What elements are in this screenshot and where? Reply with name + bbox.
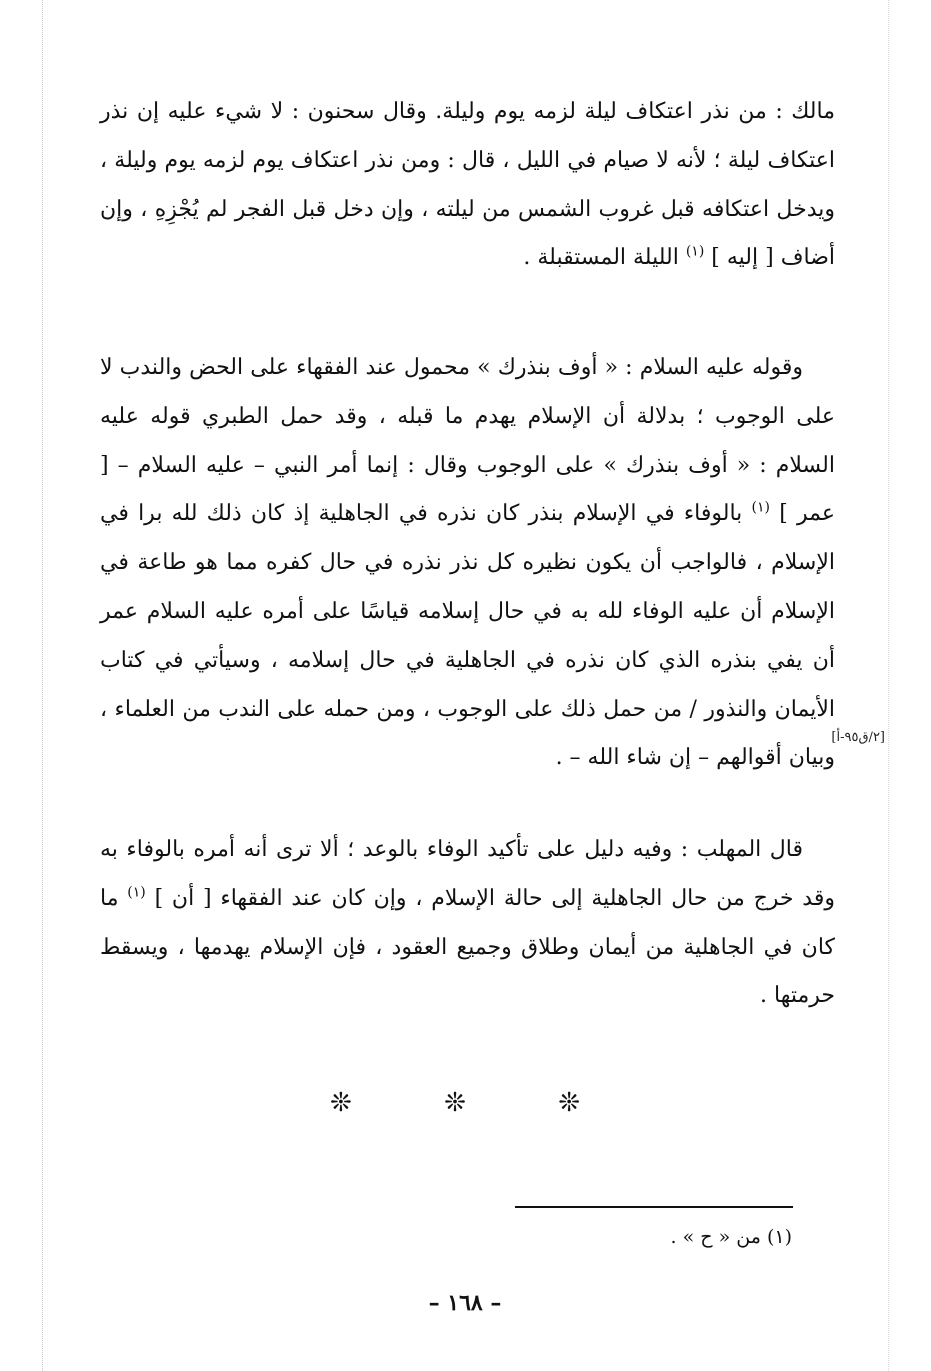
page-number: – ١٦٨ – (428, 1290, 502, 1316)
separator-star-icon: ❊ (558, 1088, 580, 1118)
separator-star-icon: ❊ (444, 1088, 466, 1118)
footnote-1: (١) من « ح » . (670, 1226, 792, 1248)
manuscript-folio-note: [٢/ق٩٥-أ] (831, 730, 885, 745)
paragraph-2 (100, 344, 835, 783)
scan-edge-right (888, 0, 889, 1371)
paragraph-2-text-b: بالوفاء في الإسلام بنذر كان نذره في الجاهلية إذ كان ذلك لله برا في الإسلام ، فالواجب أن يكون نظيره كل نذر نذره في حال كفره مما هو طاعة في الإسلام أن عليه الوفاء لله به في حال إسلامه قياسًا على أمره عليه السلام عمر أن يفي بنذره الذي كان نذره في الجاهلية في حال إسلامه ، وسيأتي في كتاب الأيمان والنذور / من حمل ذلك على الوجوب ، ومن حمله على الندب من العلماء ، وبيان أقوالهم – إن شاء الله – . (100, 501, 836, 771)
scan-edge-left (42, 0, 43, 1371)
paragraph-3-text-a: قال المهلب : وفيه دليل على تأكيد الوفاء بالوعد ؛ ألا ترى أنه أمره بالوفاء به وقد خرج من حال الجاهلية إلى حالة الإسلام ، وإن كان عند الفقهاء [ أن ] (100, 837, 835, 911)
footnote-ref-1: (١) (685, 244, 705, 261)
paragraph-1-text-b: الليلة المستقبلة . (523, 245, 679, 271)
paragraph-3 (100, 826, 835, 1021)
paragraph-3-text-b: ما كان في الجاهلية من أيمان وطلاق وجميع العقود ، فإن الإسلام يهدمها ، ويسقط حرمتها . (100, 885, 835, 1009)
footnote-divider (515, 1206, 793, 1208)
separator-star-icon: ❊ (330, 1088, 352, 1118)
section-separator (330, 1088, 580, 1124)
paragraph-1 (100, 88, 835, 283)
paragraph-1-text-a: مالك : من نذر اعتكاف ليلة لزمه يوم وليلة. وقال سحنون : لا شيء عليه إن نذر اعتكاف ليلة ؛ لأنه لا صيام في الليل ، قال : ومن نذر اعتكاف يوم لزمه يوم وليلة ، ويدخل اعتكافه قبل غروب الشمس من ليلته ، وإن دخل قبل الفجر لم يُجْزِهِ ، وإن أضاف [ إليه ] (100, 99, 835, 271)
paragraph-2-text-a: وقوله عليه السلام : « أوف بنذرك » محمول عند الفقهاء على الحض والندب لا على الوجوب ؛ بدلالة أن الإسلام يهدم ما قبله ، وقد حمل الطبري قوله عليه السلام : « أوف بنذرك » على الوجوب وقال : إنما أمر النبي – عليه السلام – [ عمر ] (100, 355, 836, 527)
footnote-ref-2: (١) (751, 500, 770, 517)
footnote-ref-3: (١) (127, 884, 146, 901)
